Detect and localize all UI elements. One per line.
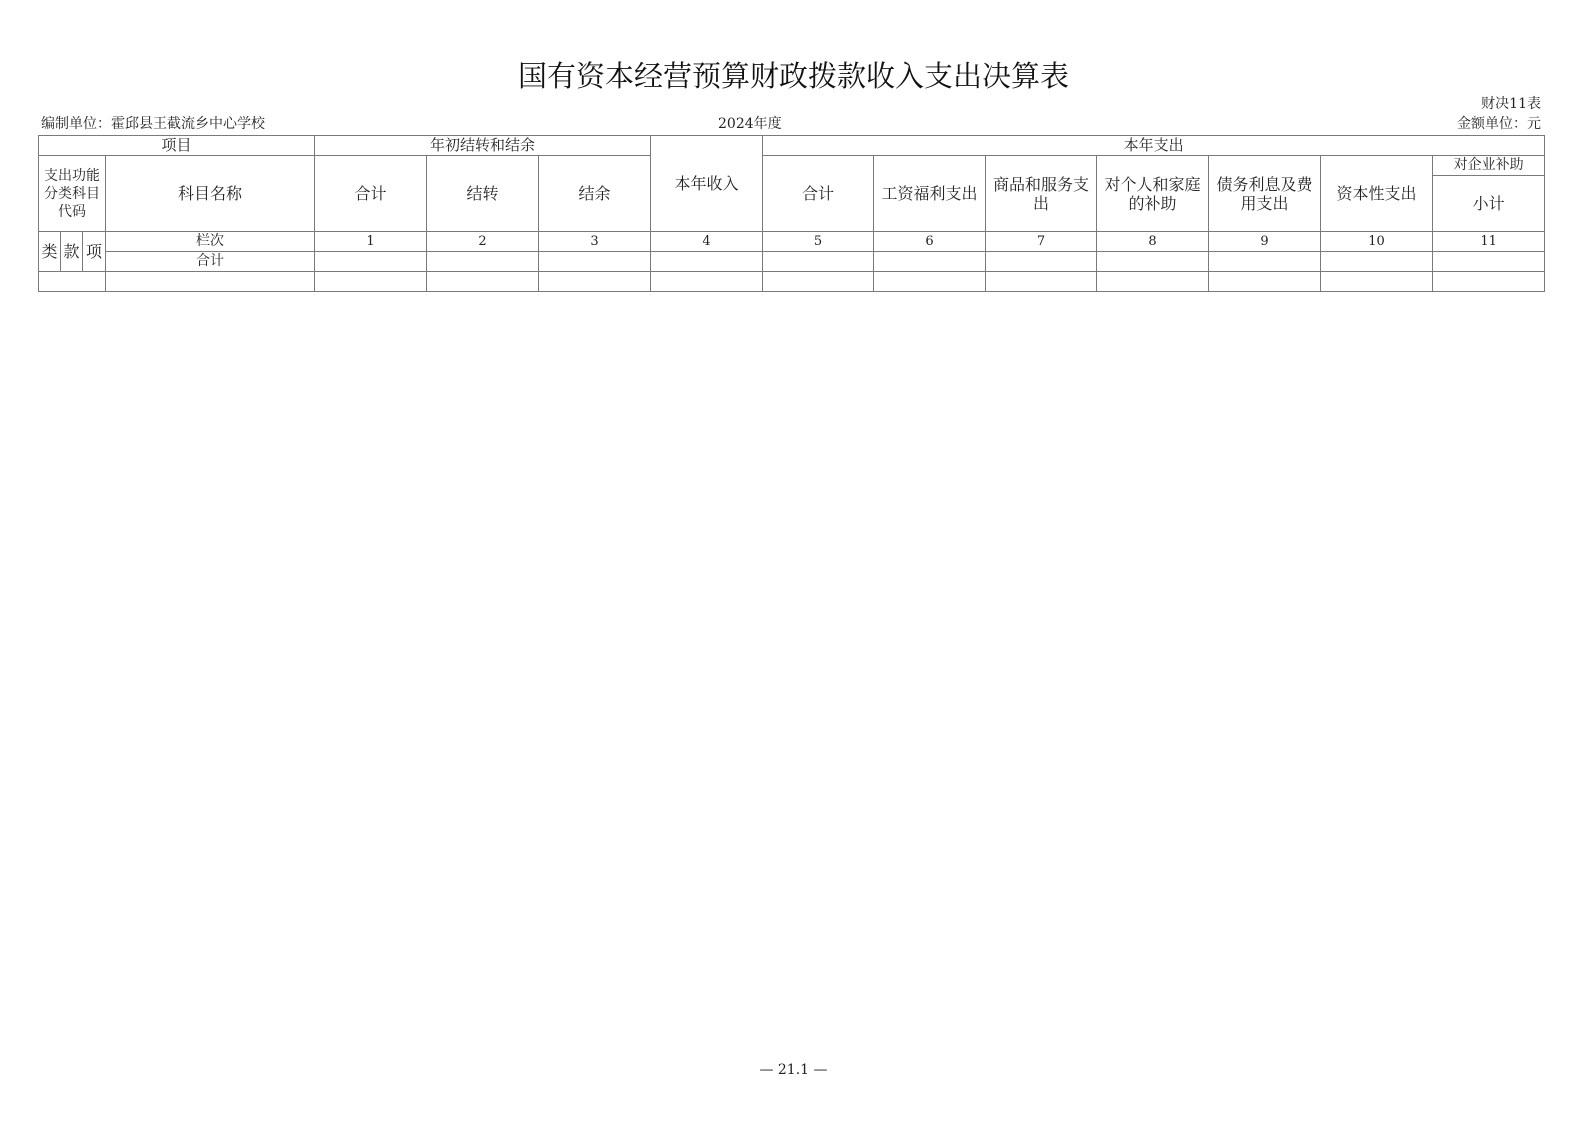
column-number: 9	[1209, 232, 1321, 252]
compiling-unit: 编制单位：霍邱县王截流乡中心学校	[41, 116, 265, 132]
header-expense-group: 本年支出	[763, 136, 1545, 156]
column-number: 8	[1097, 232, 1209, 252]
table-cell	[986, 252, 1097, 272]
column-number: 6	[874, 232, 986, 252]
table-row	[39, 272, 1545, 292]
column-number: 4	[651, 232, 763, 252]
header-subject-name: 科目名称	[106, 156, 315, 232]
header-carry: 结转	[427, 156, 539, 232]
table-cell	[539, 252, 651, 272]
header-func-code: 支出功能分类科目代码	[39, 156, 106, 232]
table-cell	[1433, 252, 1545, 272]
table-cell	[1097, 252, 1209, 272]
fiscal-year: 2024年度	[718, 116, 782, 132]
header-balance: 结余	[539, 156, 651, 232]
budget-table	[38, 135, 1545, 292]
header-salary: 工资福利支出	[874, 156, 986, 232]
table-cell	[763, 272, 874, 292]
table-cell	[1321, 272, 1433, 292]
header-personal: 对个人和家庭的补助	[1097, 156, 1209, 232]
table-cell	[315, 252, 427, 272]
header-subtotal: 小计	[1433, 176, 1545, 232]
form-code: 财决11表	[1481, 96, 1541, 112]
table-cell	[39, 272, 106, 292]
table-cell	[651, 272, 763, 292]
page-title: 国有资本经营预算财政拨款收入支出决算表	[517, 59, 1069, 93]
table-cell	[1321, 252, 1433, 272]
table-cell	[651, 252, 763, 272]
column-number: 2	[427, 232, 539, 252]
table-cell	[427, 272, 539, 292]
header-expense-total: 合计	[763, 156, 874, 232]
header-income: 本年收入	[651, 136, 763, 232]
header-carryover-group: 年初结转和结余	[315, 136, 651, 156]
column-index-label: 栏次	[106, 232, 315, 252]
table-cell	[874, 252, 986, 272]
table-cell	[874, 272, 986, 292]
column-number: 1	[315, 232, 427, 252]
table-cell	[1433, 272, 1545, 292]
column-number: 10	[1321, 232, 1433, 252]
table-cell	[315, 272, 427, 292]
header-capital: 资本性支出	[1321, 156, 1433, 232]
header-item: 项	[83, 232, 106, 272]
table-cell	[539, 272, 651, 292]
header-class: 类	[39, 232, 61, 272]
header-debt: 债务利息及费用支出	[1209, 156, 1321, 232]
table-cell	[986, 272, 1097, 292]
header-enterprise: 对企业补助	[1433, 156, 1545, 176]
amount-unit: 金额单位：元	[1457, 116, 1541, 132]
page-number: — 21.1 —	[759, 1062, 828, 1078]
column-number: 7	[986, 232, 1097, 252]
column-number: 11	[1433, 232, 1545, 252]
table-cell	[1209, 272, 1321, 292]
header-goods: 商品和服务支出	[986, 156, 1097, 232]
table-cell	[427, 252, 539, 272]
column-number: 5	[763, 232, 874, 252]
table-cell	[763, 252, 874, 272]
header-carry-total: 合计	[315, 156, 427, 232]
header-section: 款	[61, 232, 83, 272]
header-project: 项目	[39, 136, 315, 156]
table-cell	[1097, 272, 1209, 292]
table-cell	[1209, 252, 1321, 272]
total-row-label: 合计	[106, 252, 315, 272]
column-number: 3	[539, 232, 651, 252]
table-cell	[106, 272, 315, 292]
